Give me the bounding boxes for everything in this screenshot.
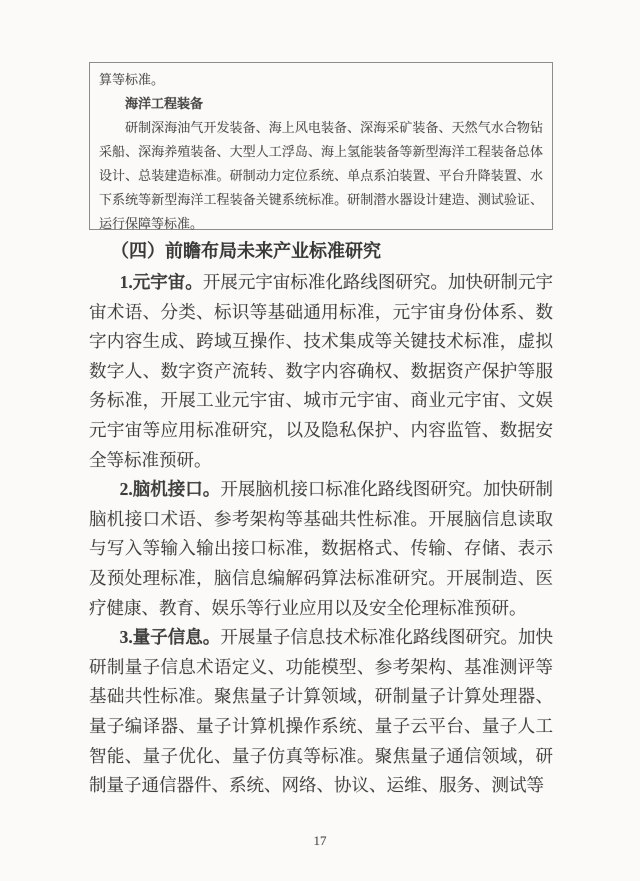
paragraph-quantum-information xyxy=(89,623,553,801)
paragraph-brain-computer-interface xyxy=(89,475,553,623)
boxed-continuation-text: 算等标准。 xyxy=(99,72,165,87)
paragraph-quantum-information-lead: 3.量子信息。 xyxy=(119,627,221,648)
boxed-subtitle: 海洋工程装备 xyxy=(125,96,204,111)
paragraph-brain-computer-interface-text: 开展脑机接口标准化路线图研究。加快研制脑机接口术语、参考架构等基础共性标准。开展脑信息读取与写入等输入输出接口标准，数据格式、传输、存储、表示及预处理标准，脑信息编解码算法标准研究。开展制造、医疗健康、教育、娱乐等行业应用以及安全伦理标准预研。 xyxy=(89,479,553,618)
boxed-body-text: 研制深海油气开发装备、海上风电装备、深海采矿装备、天然气水合物钻采船、深海养殖装备、大型人工浮岛、海上氢能装备等新型海洋工程装备总体设计、总装建造标准。研制动力定位系统、单点系泊装置、平台升降装置、水下系统等新型海洋工程装备关键系统标准。研制潜水器设计建造、测试验证、运行保障等标准。 xyxy=(99,120,543,231)
paragraph-metaverse xyxy=(89,268,553,475)
paragraph-metaverse-text: 开展元宇宙标准化路线图研究。加快研制元宇宙术语、分类、标识等基础通用标准，元宇宙身份体系、数字内容生成、跨域互操作、技术集成等关键技术标准，虚拟数字人、数字资产流转、数字内容确权、数据资产保护等服务标准，开展工业元宇宙、城市元宇宙、商业元宇宙、文娱元宇宙等应用标准研究，以及隐私保护、内容监管、数据安全等标准预研。 xyxy=(89,272,554,470)
paragraph-metaverse-lead: 1.元宇宙。 xyxy=(119,272,203,292)
paragraph-brain-computer-interface-lead: 2.脑机接口。 xyxy=(119,479,221,500)
paragraph-quantum-information-text: 开展量子信息技术标准化路线图研究。加快研制量子信息术语定义、功能模型、参考架构、基准测评等基础共性标准。聚焦量子计算领域，研制量子计算处理器、量子编译器、量子计算机操作系统、量子云平台、量子人工智能、量子优化、量子仿真等标准。聚焦量子通信领域，研制量子通信器件、系统、网络、协议、运维、服务、测试等 xyxy=(89,627,553,796)
main-text-column xyxy=(89,236,553,801)
boxed-callout-section xyxy=(89,62,553,230)
page-number: 17 xyxy=(313,833,327,848)
section-heading: （四）前瞻布局未来产业标准研究 xyxy=(111,241,381,261)
